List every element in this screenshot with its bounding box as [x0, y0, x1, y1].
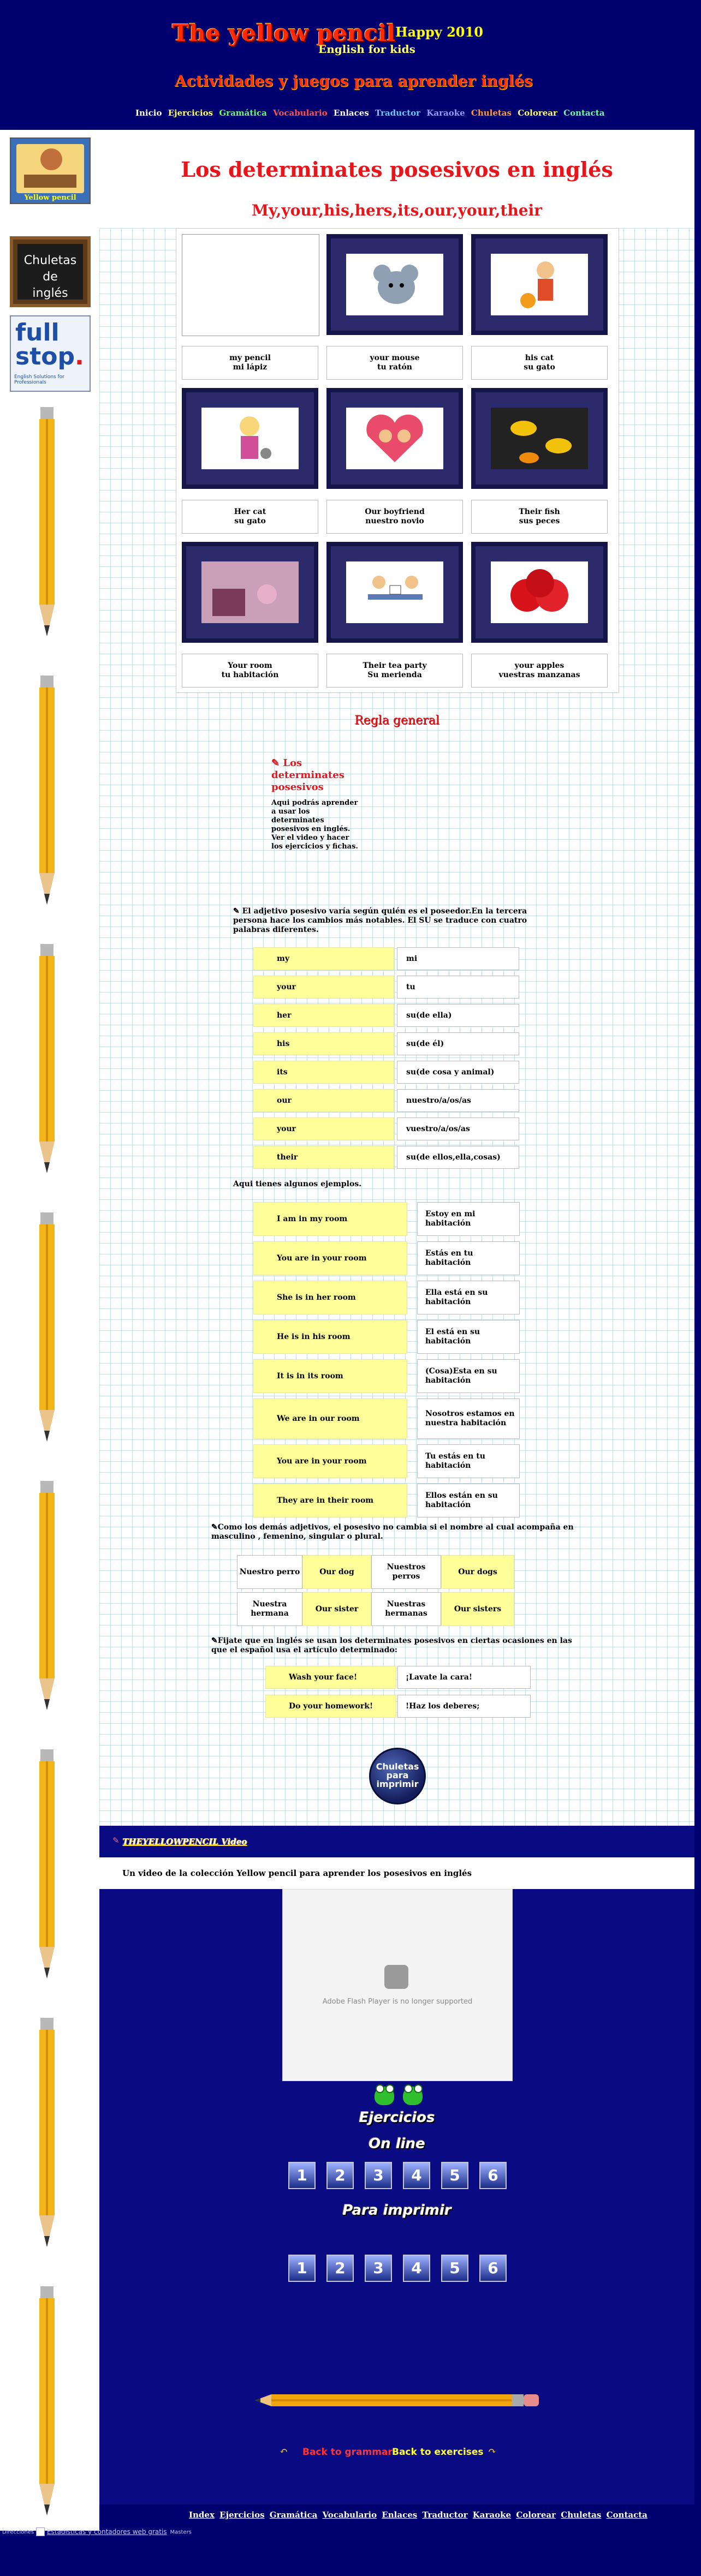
video-bar-title[interactable]: THEYELLOWPENCIL Video	[122, 1837, 247, 1846]
pencil-icon	[36, 944, 58, 1179]
pronoun-es-cell: su(de cosa y animal)	[397, 1061, 519, 1084]
girl-cat-picture	[182, 388, 318, 489]
plugin-puzzle-icon	[384, 1965, 408, 1989]
nav-item-traductor[interactable]: Traductor	[375, 108, 421, 118]
pronoun-en-cell: your	[253, 1117, 394, 1140]
card-caption: Our boyfriend nuestro novio	[326, 500, 463, 534]
left-sidebar	[0, 130, 99, 2531]
footer-link-colorear[interactable]: Colorear	[516, 2510, 556, 2520]
gender-cell: Our sisters	[441, 1592, 514, 1626]
examples-intro: Aqui tienes algunos ejemplos.	[233, 1180, 362, 1188]
player-message: Adobe Flash Player is no longer supported	[322, 1998, 473, 2006]
boy-cat-picture	[471, 234, 608, 335]
page-subtitle: My,your,his,hers,its,our,your,their	[252, 201, 542, 219]
info-body: Aqui podrás aprender a usar los determinates posesivos en inglés. Ver el video y hacer los ejercicios y fichas.	[271, 799, 358, 851]
footer-link-karaoke[interactable]: Karaoke	[472, 2510, 512, 2520]
pencil-icon: ✎	[112, 1836, 120, 1845]
card-caption: your apples vuestras manzanas	[471, 654, 608, 688]
visitor-counter	[2, 2527, 192, 2536]
adjective-note: ✎Como los demás adjetivos, el posesivo no cambia si el nombre al cual acompaña en masculino , femenino, singular o plural.	[211, 1523, 574, 1541]
site-header	[0, 0, 701, 130]
footer-link-chuletas[interactable]: Chuletas	[561, 2510, 602, 2520]
example-en-cell: You are in your room	[253, 1241, 407, 1275]
couple-heart-picture	[326, 388, 463, 489]
online-exercise-button-3[interactable]: 3	[365, 2162, 392, 2189]
footer-link-gramatica[interactable]: Gramática	[269, 2510, 318, 2520]
pencil-icon	[36, 1481, 58, 1716]
gender-cell: Nuestros perros	[371, 1555, 441, 1589]
example-en-cell: It is in its room	[253, 1359, 407, 1393]
back-to-grammar-link[interactable]: Back to grammar	[302, 2447, 393, 2458]
nav-item-colorear[interactable]: Colorear	[518, 108, 557, 118]
pronoun-es-cell: nuestro/a/os/as	[397, 1089, 519, 1112]
fullstop-ad-button[interactable]	[10, 315, 91, 392]
footer-link-contacta[interactable]: Contacta	[606, 2510, 647, 2520]
pronoun-en-cell: their	[253, 1146, 394, 1169]
chuletas-button[interactable]	[10, 236, 91, 307]
site-tagline: Actividades y juegos para aprender inglés	[175, 72, 533, 90]
article-cell: Wash your face!	[265, 1666, 396, 1689]
article-cell: ¡Lavate la cara!	[397, 1666, 531, 1689]
example-es-cell: Nosotros estamos en nuestra habitación	[417, 1398, 520, 1439]
curl-arrow-icon: ↷	[488, 2446, 497, 2457]
room-picture	[182, 542, 318, 643]
card-caption: my pencil mi lápiz	[182, 346, 318, 380]
pencil-icon	[36, 2286, 58, 2521]
gender-cell: Our dogs	[441, 1555, 514, 1589]
card-caption: your mouse tu ratón	[326, 346, 463, 380]
pronoun-es-cell: su(de ellos,ella,cosas)	[397, 1146, 519, 1169]
gender-cell: Nuestro perro	[237, 1555, 302, 1589]
footer-nav	[189, 2510, 650, 2520]
card-caption: his cat su gato	[471, 346, 608, 380]
footer-link-index[interactable]: Index	[189, 2510, 215, 2520]
broken-image-icon	[36, 2527, 45, 2536]
video-player[interactable]	[282, 1889, 513, 2081]
example-en-cell: They are in their room	[253, 1484, 407, 1517]
nav-item-vocabulario[interactable]: Vocabulario	[273, 108, 328, 118]
counter-prefix[interactable]: Direcciones	[2, 2529, 34, 2536]
article-note: ✎Fijate que en inglés se usan los determinates posesivos en ciertas ocasiones en las que el español usa el artículo determinado:	[211, 1636, 572, 1654]
rule-heading: Regla general	[354, 714, 439, 727]
example-es-cell: (Cosa)Esta en su habitación	[417, 1359, 520, 1393]
footer-link-traductor[interactable]: Traductor	[422, 2510, 468, 2520]
print-exercise-button-5[interactable]: 5	[441, 2255, 468, 2282]
site-subtitle: English for kids	[318, 43, 415, 56]
card-caption: Her cat su gato	[182, 500, 318, 534]
nav-item-enlaces[interactable]: Enlaces	[333, 108, 369, 118]
print-exercise-button-4[interactable]: 4	[403, 2255, 430, 2282]
pronoun-en-cell: our	[253, 1089, 394, 1112]
back-to-exercises-link[interactable]: Back to exercises	[392, 2447, 484, 2458]
ejercicios-heading: Ejercicios	[359, 2109, 435, 2126]
example-es-cell: El está en su habitación	[417, 1320, 520, 1354]
nav-item-contacta[interactable]: Contacta	[563, 108, 605, 118]
print-exercise-button-6[interactable]: 6	[479, 2255, 507, 2282]
counter-suffix[interactable]: Masters	[170, 2529, 192, 2536]
chalkboard-icon: Chuletas de inglés	[17, 244, 83, 300]
info-heading: Los determinates posesivos	[271, 757, 344, 793]
rule-text: ✎ El adjetivo posesivo varía según quién es el poseedor.En la tercera persona hace los cambios más notables. El SU se traduce con cuatro palabras diferentes.	[233, 907, 527, 934]
card-caption: Your room tu habitación	[182, 654, 318, 688]
print-cheatsheet-button[interactable]: Chuletas para imprimir	[369, 1748, 426, 1804]
example-en-cell: He is in his room	[253, 1320, 407, 1354]
page-title: Los determinates posesivos en inglés	[181, 157, 613, 182]
top-nav	[135, 108, 608, 118]
video-title-bar	[99, 1826, 694, 1857]
pencil-icon	[36, 407, 58, 642]
footer-link-ejercicios[interactable]: Ejercicios	[219, 2510, 265, 2520]
pencil-icon	[36, 1212, 58, 1447]
footer-link-enlaces[interactable]: Enlaces	[382, 2510, 418, 2520]
pencil-divider-icon	[255, 2393, 539, 2407]
print-heading: Para imprimir	[342, 2202, 452, 2219]
nav-item-ejercicios[interactable]: Ejercicios	[168, 108, 213, 118]
example-es-cell: Ellos están en su habitación	[417, 1484, 520, 1517]
pronoun-en-cell: his	[253, 1032, 394, 1055]
nav-item-inicio[interactable]: Inicio	[135, 108, 162, 118]
footer-link-vocabulario[interactable]: Vocabulario	[322, 2510, 377, 2520]
article-cell: Do your homework!	[265, 1695, 396, 1718]
pencil-icon	[36, 1749, 58, 1984]
pronoun-es-cell: mi	[397, 947, 519, 970]
print-exercise-button-1[interactable]: 1	[288, 2255, 316, 2282]
video-section	[99, 1826, 694, 2505]
apples-picture	[471, 542, 608, 643]
article-cell: !Haz los deberes;	[397, 1695, 531, 1718]
gender-cell: Nuestras hermanas	[371, 1592, 441, 1626]
gender-cell: Our dog	[302, 1555, 371, 1589]
pronoun-en-cell: its	[253, 1061, 394, 1084]
card-caption: Their fish sus peces	[471, 500, 608, 534]
pencil-icon: ✎	[271, 757, 283, 769]
pronoun-en-cell: her	[253, 1004, 394, 1027]
student-desk-icon	[16, 144, 84, 193]
fish-picture	[471, 388, 608, 489]
gender-cell: Nuestra hermana	[237, 1592, 302, 1626]
online-exercise-button-2[interactable]: 2	[326, 2162, 354, 2189]
pronoun-es-cell: vuestro/a/os/as	[397, 1117, 519, 1140]
tea-party-picture	[326, 542, 463, 643]
pronoun-es-cell: su(de él)	[397, 1032, 519, 1055]
online-heading: On line	[369, 2136, 425, 2152]
nav-item-gramatica[interactable]: Gramática	[219, 108, 267, 118]
example-en-cell: We are in our room	[253, 1398, 407, 1439]
online-exercise-button-5[interactable]: 5	[441, 2162, 468, 2189]
pronoun-es-cell: tu	[397, 976, 519, 999]
nav-item-chuletas[interactable]: Chuletas	[471, 108, 512, 118]
mouse-picture	[326, 234, 463, 335]
counter-link[interactable]: Estadisticas y contadores web gratis	[46, 2527, 167, 2536]
pencil-icon	[36, 2018, 58, 2252]
pronoun-en-cell: your	[253, 976, 394, 999]
info-box	[271, 757, 359, 851]
example-en-cell: She is in her room	[253, 1281, 407, 1314]
site-title[interactable]: The yellow pencil	[172, 20, 396, 46]
fullstop-tagline: English Solutions for Professionals	[14, 374, 64, 385]
online-exercise-button-6[interactable]: 6	[479, 2162, 507, 2189]
online-exercise-button-4[interactable]: 4	[403, 2162, 430, 2189]
gender-cell: Our sister	[302, 1592, 371, 1626]
online-exercise-button-1[interactable]: 1	[288, 2162, 316, 2189]
example-en-cell: I am in my room	[253, 1202, 407, 1236]
video-description: Un video de la colección Yellow pencil para aprender los posesivos en inglés	[122, 1868, 472, 1878]
card-caption: Their tea party Su merienda	[326, 654, 463, 688]
yellow-pencil-label: Yellow pencil	[24, 194, 76, 202]
pencil-icon	[36, 676, 58, 910]
example-es-cell: Tu estás en tu habitación	[417, 1444, 520, 1478]
example-es-cell: Estás en tu habitación	[417, 1241, 520, 1275]
print-exercise-button-2[interactable]: 2	[326, 2255, 354, 2282]
print-exercise-button-3[interactable]: 3	[365, 2255, 392, 2282]
picture-cards-panel	[176, 228, 619, 693]
fullstop-logo: full stop.	[15, 319, 84, 370]
frog-icon	[403, 2087, 423, 2105]
yellow-pencil-button[interactable]	[10, 138, 91, 204]
frog-icon	[375, 2087, 394, 2105]
broken-image-icon	[182, 234, 319, 336]
example-es-cell: Ella está en su habitación	[417, 1281, 520, 1314]
example-es-cell: Estoy en mi habitación	[417, 1202, 520, 1236]
pronoun-en-cell: my	[253, 947, 394, 970]
nav-item-karaoke[interactable]: Karaoke	[426, 108, 465, 118]
pronoun-es-cell: su(de ella)	[397, 1004, 519, 1027]
happy-year: Happy 2010	[395, 24, 483, 40]
example-en-cell: You are in your room	[253, 1444, 407, 1478]
curl-arrow-icon: ↶	[280, 2446, 288, 2457]
main-content	[99, 130, 694, 1826]
